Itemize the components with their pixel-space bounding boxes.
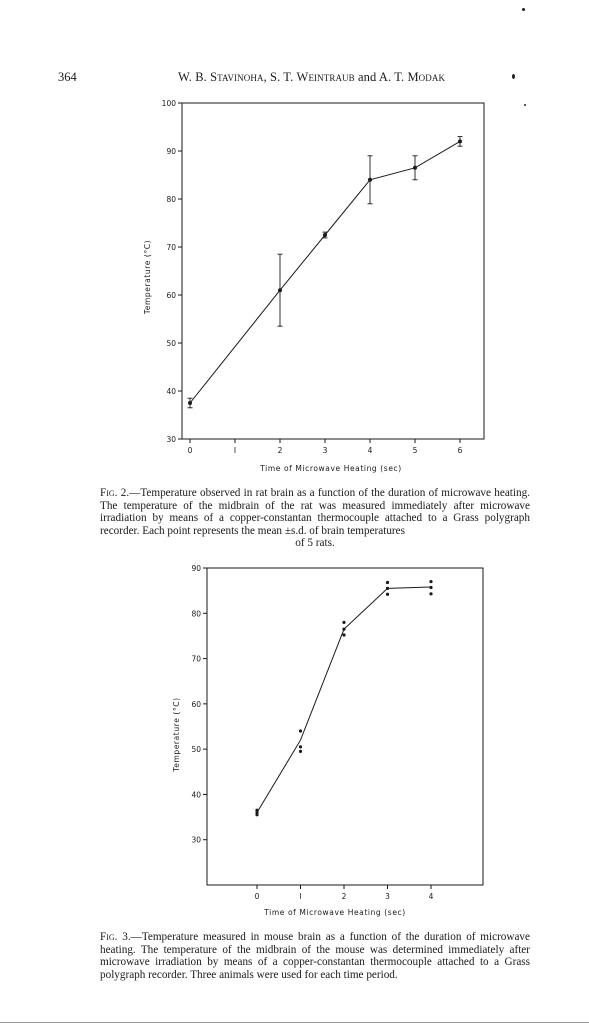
running-header bbox=[0, 70, 589, 90]
y-tick-label: 50 bbox=[191, 745, 201, 755]
y-tick-label: 80 bbox=[191, 609, 201, 619]
figure-2-text: —Temperature observed in rat brain as a function of the duration of microwave heating. The temperature of the midbrain of the rat was measured immediately after microwave irradiation by means of a copper-constantan thermocouple attached to a Grass polygraph recorder. Each point represents the mean ±s.d. of brain temperatures bbox=[100, 487, 530, 537]
y-tick-label: 90 bbox=[191, 564, 201, 573]
x-tick-label: I bbox=[299, 892, 302, 901]
plot-frame bbox=[207, 568, 483, 885]
y-tick-label: 30 bbox=[166, 435, 176, 444]
page-bottom-edge bbox=[0, 1022, 589, 1023]
y-tick-label: 60 bbox=[191, 699, 201, 709]
data-point bbox=[299, 750, 302, 753]
data-point bbox=[429, 586, 432, 589]
x-tick-label: 0 bbox=[254, 892, 260, 901]
y-tick-label: 70 bbox=[191, 654, 201, 664]
scan-speck bbox=[512, 74, 515, 79]
data-point bbox=[188, 401, 192, 405]
figure-2-caption bbox=[100, 487, 530, 550]
data-point bbox=[458, 139, 462, 143]
y-tick-label: 40 bbox=[191, 790, 201, 800]
y-tick-label: 60 bbox=[166, 291, 176, 300]
y-axis-label: Temperature (°C) bbox=[172, 697, 181, 772]
data-point bbox=[368, 178, 372, 182]
y-tick-label: 30 bbox=[191, 835, 201, 845]
x-tick-label: 0 bbox=[187, 446, 193, 455]
data-point bbox=[342, 628, 345, 631]
x-axis-label: Time of Microwave Heating (sec) bbox=[264, 908, 406, 917]
figure-2-text-end: of 5 rats. bbox=[295, 537, 335, 550]
figure-2-label: Fig. 2. bbox=[100, 487, 130, 499]
author-stavinoha: Stavinoha bbox=[210, 70, 264, 84]
x-axis-label: Time of Microwave Heating (sec) bbox=[260, 464, 402, 473]
y-axis-label: Temperature (°C) bbox=[143, 239, 152, 315]
x-tick-label: 2 bbox=[341, 892, 347, 901]
authors-prefix: W. B. bbox=[178, 70, 211, 84]
author-weintraub: Weintraub bbox=[296, 70, 355, 84]
author-line bbox=[178, 70, 445, 85]
y-tick-label: 50 bbox=[166, 339, 176, 348]
figure-3-text: —Temperature measured in mouse brain as a function of the duration of microwave heating. The temperature of the midbrain of the mouse was determined immediately after microwave irradiation by means of a copper-constantan thermocouple attached to a Grass polygraph recorder. Three animals were used for each time period. bbox=[100, 931, 530, 981]
scan-speck bbox=[522, 8, 525, 11]
data-point bbox=[386, 581, 389, 584]
data-point bbox=[342, 633, 345, 636]
figure-2-chart bbox=[0, 90, 589, 480]
figure-3-label: Fig. 3. bbox=[100, 931, 131, 943]
x-tick-label: 4 bbox=[367, 446, 373, 455]
x-tick-label: 6 bbox=[457, 446, 463, 455]
data-point bbox=[386, 587, 389, 590]
data-point bbox=[299, 729, 302, 732]
data-point bbox=[429, 580, 432, 583]
authors-and: and A. T. bbox=[354, 70, 408, 84]
data-point bbox=[255, 809, 258, 812]
y-tick-label: 40 bbox=[166, 387, 176, 396]
data-point bbox=[278, 288, 282, 292]
data-point bbox=[413, 166, 417, 170]
y-tick-label: 100 bbox=[161, 99, 176, 108]
x-tick-label: 5 bbox=[412, 446, 418, 455]
scan-speck bbox=[524, 104, 526, 106]
series-line bbox=[190, 141, 460, 403]
x-tick-label: 2 bbox=[277, 446, 283, 455]
x-tick-label: 4 bbox=[428, 892, 434, 901]
data-point bbox=[429, 592, 432, 595]
data-point bbox=[342, 621, 345, 624]
data-point bbox=[386, 593, 389, 596]
y-tick-label: 80 bbox=[166, 195, 176, 204]
y-tick-label: 90 bbox=[166, 147, 176, 156]
authors-mid: , S. T. bbox=[263, 70, 297, 84]
figure-3-caption bbox=[100, 931, 530, 981]
x-tick-label: 3 bbox=[322, 446, 328, 455]
author-modak: Modak bbox=[407, 70, 446, 84]
data-point bbox=[299, 745, 302, 748]
x-tick-label: 3 bbox=[385, 892, 390, 901]
x-tick-label: I bbox=[233, 446, 237, 455]
data-point bbox=[323, 233, 327, 237]
figure-3-chart bbox=[0, 560, 589, 922]
y-tick-label: 70 bbox=[166, 243, 176, 252]
page-number: 364 bbox=[58, 70, 77, 84]
